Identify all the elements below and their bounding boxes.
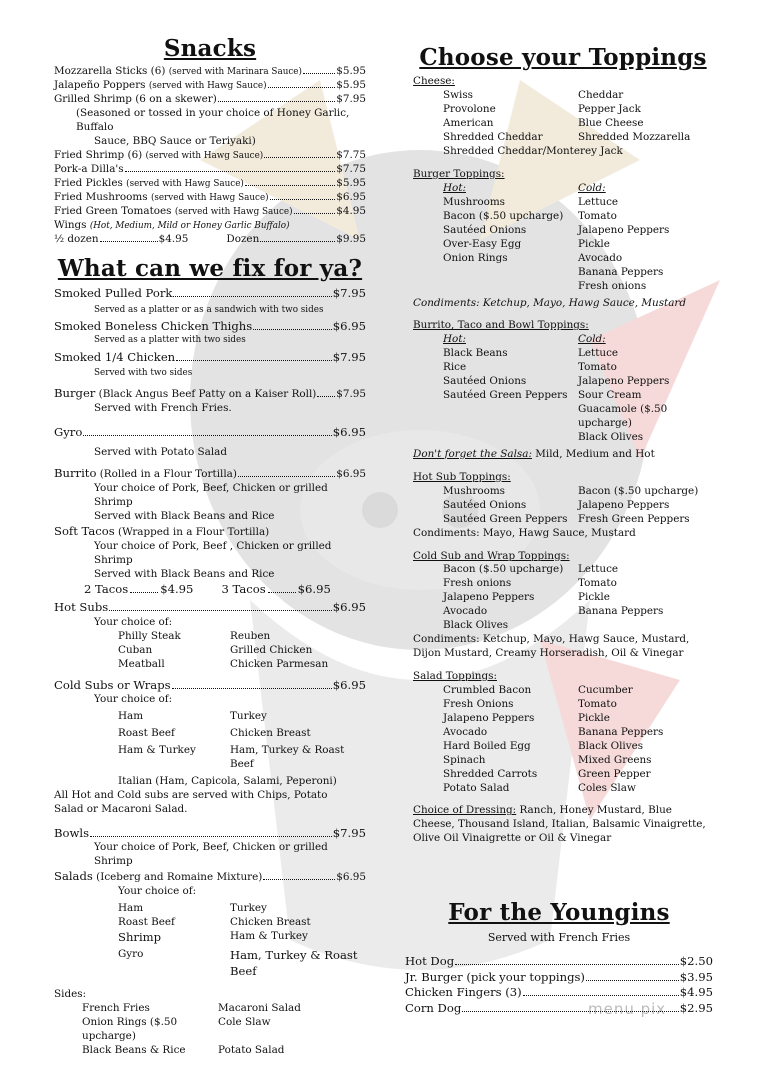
salsa-text: Mild, Medium and Hot	[531, 447, 655, 460]
option: Chicken Parmesan	[230, 657, 329, 670]
option: American	[443, 117, 494, 130]
option: Tomato	[578, 209, 617, 222]
item-note: (served with Hawg Sauce)	[126, 178, 244, 189]
choice-label: Your choice of:	[94, 693, 173, 706]
item-name: Mozzarella Sticks (6)	[54, 65, 166, 78]
option: Banana Peppers	[578, 265, 664, 278]
item-price: $6.95	[336, 468, 366, 481]
option: Rice	[443, 361, 467, 374]
item-price: $3.95	[679, 969, 713, 984]
item-price: $6.95	[336, 190, 366, 203]
menu-item	[405, 1001, 713, 1017]
option: Mushrooms	[443, 195, 506, 208]
item-name: Pork-a Dilla's	[54, 163, 124, 175]
item-description: Your choice of Pork, Beef , Chicken or grilled Shrimp	[94, 540, 332, 566]
hot-subs-options	[54, 630, 366, 672]
item-name: Burger	[54, 386, 96, 400]
option: Crumbled Bacon	[443, 683, 532, 696]
italian-option: Italian (Ham, Capicola, Salami, Peperoni)	[118, 774, 337, 787]
item-name: Fried Green Tomatoes	[54, 204, 172, 217]
cold-sub-condiments: Condiments: Ketchup, Mayo, Hawg Sauce, Mustard, Dijon Mustard, Creamy Horseradish, Oil & Vinegar	[413, 633, 690, 660]
item-name: Chicken Fingers (3)	[405, 985, 522, 1000]
dozen-price: $9.95	[336, 232, 366, 245]
item-note: (served with Hawg Sauce)	[174, 206, 293, 217]
option: Mixed Greens	[578, 753, 652, 766]
item-name: Grilled Shrimp (6 on a skewer)	[54, 93, 217, 106]
option: Jalapeno Peppers	[443, 591, 535, 604]
cheese-options	[413, 89, 713, 145]
option: Black Olives	[443, 619, 509, 632]
menu-item	[54, 466, 366, 482]
item-price: $6.95	[332, 677, 366, 692]
option: Pepper Jack	[578, 103, 641, 116]
cold-subs-options	[54, 710, 366, 772]
option: Pickle	[578, 591, 610, 604]
option: Fresh Green Peppers	[578, 512, 690, 525]
option: Potato Salad	[443, 781, 510, 794]
option: Cheddar	[578, 89, 624, 102]
option: Shredded Mozzarella	[578, 131, 691, 144]
option: Lettuce	[578, 563, 619, 576]
sides-title: Sides:	[54, 988, 87, 1001]
hot-sub-condiments: Condiments: Mayo, Hawg Sauce, Mustard	[413, 526, 636, 539]
salsa-label: Don't forget the Salsa:	[413, 447, 532, 460]
item-price: $6.95	[332, 319, 366, 334]
option: Spinach	[443, 753, 486, 766]
item-note: (Rolled in a Flour Tortilla)	[99, 468, 237, 481]
right-column	[413, 45, 713, 846]
option: Ham, Turkey & Roast Beef	[230, 744, 345, 770]
option: Cucumber	[578, 683, 633, 696]
menu-item	[54, 524, 366, 540]
salsa-line	[413, 448, 713, 462]
dressing-line	[413, 804, 713, 846]
option: Fresh Onions	[443, 697, 514, 710]
menu-item	[54, 177, 366, 191]
item-price: $2.95	[679, 1000, 713, 1015]
item-note: (Iceberg and Romaine Mixture)	[96, 871, 263, 884]
item-description: Sauce, BBQ Sauce or Teriyaki)	[94, 135, 256, 148]
item-name: Fried Shrimp (6)	[54, 149, 143, 162]
option: Ham	[118, 901, 144, 914]
menu-item	[54, 678, 366, 694]
option: Over-Easy Egg	[443, 237, 522, 250]
item-name: Hot Dog	[405, 954, 455, 969]
item-description: Your choice of Pork, Beef, Chicken or grilled Shrimp	[94, 482, 328, 509]
three-tacos-price: $6.95	[297, 581, 331, 596]
cold-sub-toppings-heading: Cold Sub and Wrap Toppings:	[413, 549, 570, 562]
sides-options	[54, 1002, 366, 1058]
menu-item	[54, 319, 366, 335]
half-dozen-label: ½ dozen	[54, 232, 99, 245]
item-price: $7.95	[336, 388, 366, 400]
item-description: Served with Black Beans and Rice	[94, 567, 275, 580]
option: Banana Peppers	[578, 725, 664, 738]
item-price: $2.50	[679, 954, 713, 969]
cold-label: Cold:	[578, 182, 606, 194]
item-price: $6.95	[336, 871, 366, 884]
menu-item	[54, 386, 366, 402]
option: Macaroni Salad	[218, 1002, 301, 1015]
menu-item	[54, 149, 366, 163]
item-price: $6.95	[332, 424, 366, 439]
hot-label: Hot:	[443, 182, 466, 194]
wings-prices	[54, 233, 366, 247]
option: Reuben	[230, 629, 271, 642]
item-note: (served with Marinara Sauce)	[168, 67, 302, 78]
hot-label: Hot:	[443, 333, 466, 346]
item-price: $4.95	[336, 204, 366, 217]
item-description: (Seasoned or tossed in your choice of Honey Garlic, Buffalo	[76, 107, 350, 134]
item-note: (served with Hawg Sauce)	[145, 151, 264, 162]
item-description: Served as a platter or as a sandwich with two sides	[94, 304, 324, 315]
option: Sour Cream	[578, 389, 642, 402]
item-description: Served with Black Beans and Rice	[94, 510, 275, 523]
item-price: $7.75	[336, 149, 366, 162]
option: Green Pepper	[578, 767, 651, 780]
item-price: $7.95	[332, 286, 366, 301]
menu-item	[54, 65, 366, 79]
option: Pickle	[578, 237, 610, 250]
item-name: Gyro	[54, 424, 83, 439]
dressing-text: Ranch, Honey Mustard, Blue Cheese, Thousand Island, Italian, Balsamic Vinaigrette, Olive Oil Vinaigrette or Oil & Vinegar	[413, 804, 706, 845]
option: Guacamole ($.50 upcharge)	[578, 403, 668, 429]
item-price: $7.75	[336, 163, 366, 175]
item-name: Jalapeño Poppers	[54, 79, 146, 92]
item-note: (served with Hawg Sauce)	[148, 81, 267, 92]
option: Black Beans & Rice	[82, 1044, 186, 1057]
item-price: $7.95	[332, 825, 366, 840]
option: Coles Slaw	[578, 781, 636, 794]
option: Swiss	[443, 89, 473, 102]
option: Jalapeno Peppers	[578, 375, 670, 388]
salad-toppings-heading: Salad Toppings:	[413, 670, 497, 682]
option: Chicken Breast	[230, 915, 311, 928]
option: Tomato	[578, 361, 617, 374]
option: Chicken Breast	[230, 727, 311, 740]
menu-item	[54, 163, 366, 177]
option: Shredded Carrots	[443, 767, 538, 780]
item-note: (served with Hawg Sauce)	[150, 192, 269, 203]
burrito-toppings-heading: Burrito, Taco and Bowl Toppings:	[413, 319, 589, 332]
item-name: Smoked Boneless Chicken Thighs	[54, 319, 253, 334]
item-description: Served with French Fries.	[94, 401, 232, 414]
option: Fresh onions	[443, 577, 512, 590]
option: Lettuce	[578, 347, 619, 360]
item-name: Hot Subs	[54, 600, 109, 615]
item-name: Cold Subs or Wraps	[54, 677, 171, 692]
burrito-toppings	[413, 333, 713, 445]
option: Sautéed Green Peppers	[443, 512, 568, 525]
menu-item	[54, 205, 366, 219]
option: Sautéed Green Peppers	[443, 389, 568, 402]
option: Ham, Turkey & Roast Beef	[230, 948, 358, 978]
item-price: $5.95	[336, 176, 366, 189]
option: Jalapeno Peppers	[578, 498, 670, 511]
item-price: $6.95	[332, 600, 366, 615]
item-note: (Black Angus Beef Patty on a Kaiser Roll)	[98, 388, 317, 400]
burger-toppings-heading: Burger Toppings:	[413, 168, 505, 181]
option: Ham & Turkey	[118, 744, 196, 756]
item-name: Soft Tacos	[54, 524, 115, 539]
option: Roast Beef	[118, 727, 175, 740]
option: Jalapeno Peppers	[443, 711, 535, 724]
option: Cole Slaw	[218, 1016, 271, 1029]
item-note: (Hot, Medium, Mild or Honey Garlic Buffalo)	[89, 220, 290, 231]
salad-toppings	[413, 684, 713, 796]
option: Roast Beef	[118, 915, 175, 928]
option: Black Olives	[578, 739, 644, 752]
option: Onion Rings ($.50 upcharge)	[82, 1016, 178, 1043]
two-tacos-price: $4.95	[160, 581, 194, 596]
dozen-label: Dozen	[226, 232, 260, 245]
option: Ham & Turkey	[230, 929, 308, 942]
item-name: Smoked Pulled Pork	[54, 286, 173, 301]
menu-item	[54, 286, 366, 302]
cold-sub-toppings	[413, 563, 713, 633]
option: Grilled Chicken	[230, 643, 313, 656]
option: Ham	[118, 710, 144, 723]
item-name: Wings	[54, 218, 87, 231]
burger-condiments: Condiments: Ketchup, Mayo, Hawg Sauce, Mustard	[413, 296, 687, 309]
youngins-subtitle: Served with French Fries	[487, 931, 631, 945]
option: French Fries	[82, 1002, 150, 1015]
hot-sub-toppings	[413, 485, 713, 527]
item-description: Served as a platter with two sides	[94, 334, 246, 345]
option: Blue Cheese	[578, 117, 644, 130]
option: Philly Steak	[118, 629, 181, 642]
salad-options	[54, 902, 366, 979]
option: Bacon ($.50 upcharge)	[443, 209, 564, 222]
item-price: $7.95	[336, 93, 366, 106]
menu-item	[405, 970, 713, 986]
mains-title: What can we fix for ya?	[57, 254, 363, 282]
menu-item	[54, 826, 366, 842]
item-name: Jr. Burger (pick your toppings)	[405, 969, 585, 984]
item-name: Salads	[54, 869, 93, 884]
item-name: Burrito	[54, 466, 97, 481]
two-tacos-label: 2 Tacos	[84, 581, 129, 596]
menu-item	[54, 79, 366, 93]
option: Avocado	[578, 251, 623, 264]
choice-label: Your choice of:	[118, 885, 197, 898]
option: Banana Peppers	[578, 605, 664, 618]
subs-note: All Hot and Cold subs are served with Chips, Potato Salad or Macaroni Salad.	[54, 788, 328, 815]
item-name: Corn Dog	[405, 1000, 462, 1015]
menu-item	[54, 869, 366, 885]
option: Fresh onions	[578, 279, 647, 292]
item-name: Fried Pickles	[54, 176, 123, 189]
option: Tomato	[578, 577, 617, 590]
item-name: Bowls	[54, 825, 90, 840]
watermark-text: menu pix	[588, 1000, 667, 1018]
option: Meatball	[118, 657, 165, 670]
menu-item	[405, 985, 713, 1001]
item-price: $7.95	[332, 349, 366, 364]
option: Turkey	[230, 901, 267, 914]
menu-item	[405, 954, 713, 970]
tacos-prices	[54, 582, 366, 598]
option: Avocado	[443, 605, 488, 618]
option: Bacon ($.50 upcharge)	[443, 563, 564, 576]
youngins-title: For the Youngins	[448, 899, 670, 926]
option: Gyro	[118, 948, 144, 961]
option: Mushrooms	[443, 484, 506, 497]
half-dozen-price: $4.95	[158, 232, 189, 245]
item-description: Served with Potato Salad	[94, 446, 228, 459]
option: Bacon ($.50 upcharge)	[578, 484, 699, 497]
youngins-section	[405, 900, 713, 1016]
option: Hard Boiled Egg	[443, 739, 531, 752]
item-description: Served with two sides	[94, 368, 193, 379]
option: Onion Rings	[443, 251, 508, 264]
cold-label: Cold:	[578, 333, 606, 346]
wings-line	[54, 219, 366, 233]
option: Avocado	[443, 725, 488, 738]
option: Tomato	[578, 697, 617, 710]
option: Sautéed Onions	[443, 498, 527, 511]
option: Provolone	[443, 103, 496, 116]
snacks-title: Snacks	[163, 35, 257, 62]
menu-item	[54, 350, 366, 366]
option: Cuban	[118, 643, 153, 656]
dressing-label: Choice of Dressing:	[413, 804, 517, 817]
burger-toppings	[413, 182, 713, 294]
option: Potato Salad	[218, 1044, 285, 1057]
item-price: $5.95	[336, 79, 366, 92]
option: Shrimp	[118, 929, 162, 944]
item-description: Your choice of Pork, Beef, Chicken or grilled Shrimp	[94, 841, 328, 868]
item-price: $5.95	[336, 65, 366, 78]
option: Black Beans	[443, 347, 508, 360]
menu-item	[54, 93, 366, 107]
item-price: $4.95	[679, 985, 713, 1000]
three-tacos-label: 3 Tacos	[221, 581, 266, 596]
toppings-title: Choose your Toppings	[419, 44, 707, 71]
option: Turkey	[230, 710, 267, 723]
cheese-heading: Cheese:	[413, 75, 455, 88]
option: Shredded Cheddar	[443, 131, 543, 144]
option: Black Olives	[578, 430, 644, 443]
option: Lettuce	[578, 195, 619, 208]
menu-item	[54, 425, 366, 441]
option: Pickle	[578, 711, 610, 724]
option: Shredded Cheddar/Monterey Jack	[443, 145, 623, 158]
option: Jalapeno Peppers	[578, 223, 670, 236]
item-note: (Wrapped in a Flour Tortilla)	[118, 526, 270, 539]
item-name: Fried Mushrooms	[54, 190, 148, 203]
menu-item	[54, 191, 366, 205]
menu-item	[54, 600, 366, 616]
left-column	[54, 36, 366, 1058]
choice-label: Your choice of:	[94, 615, 173, 628]
item-name: Smoked 1/4 Chicken	[54, 349, 176, 364]
hot-sub-toppings-heading: Hot Sub Toppings:	[413, 470, 511, 483]
option: Sautéed Onions	[443, 223, 527, 236]
option: Sautéed Onions	[443, 375, 527, 388]
